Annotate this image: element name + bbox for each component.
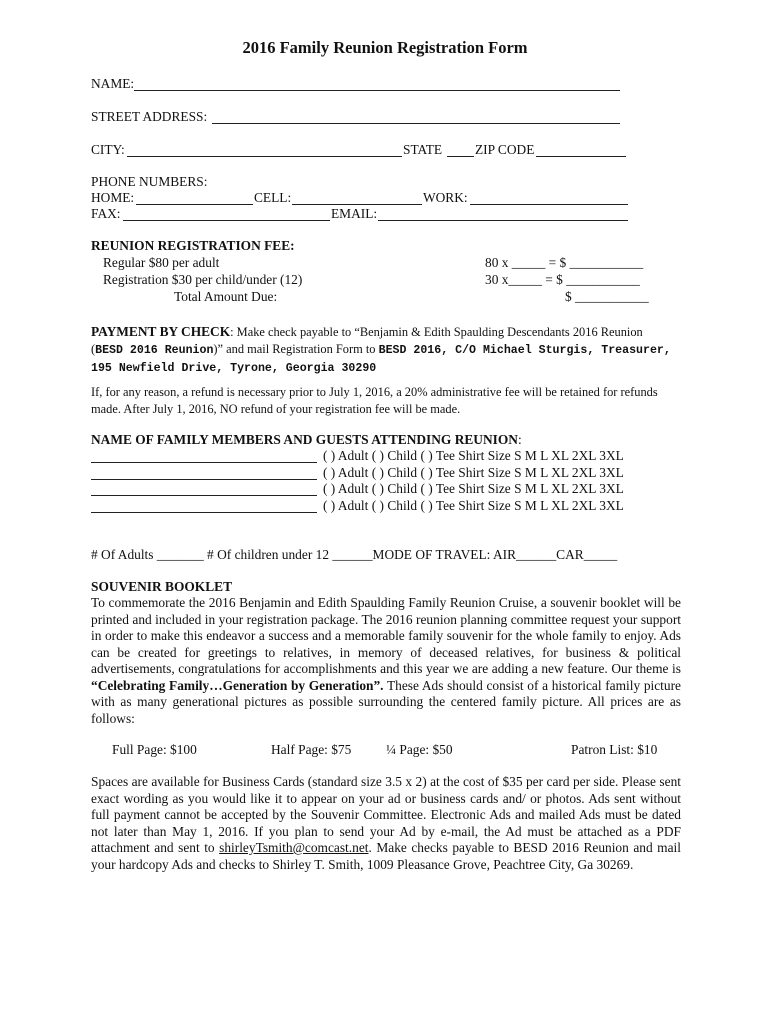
treasurer-address-2: 195 Newfield Drive, Tyrone, Georgia 30290 bbox=[91, 362, 377, 375]
price-quarter-page: ¼ Page: $50 bbox=[386, 742, 453, 757]
souvenir-p2-text-end: . Make checks payable to BESD 2016 Reunion and mail your hardcopy Ads and checks to Shirley T. Smith, 1009 Pleasance Grove, Peachtree City, Ga 30269. bbox=[91, 840, 681, 872]
price-patron-list: Patron List: $10 bbox=[571, 742, 658, 757]
members-heading bbox=[91, 432, 522, 448]
email-label: EMAIL: bbox=[331, 206, 378, 221]
city-field[interactable] bbox=[127, 156, 402, 157]
zip-code-label: ZIP CODE bbox=[475, 142, 535, 157]
refund-policy bbox=[91, 384, 658, 418]
street-address-field[interactable] bbox=[212, 123, 620, 124]
fee-child-calc[interactable]: 30 x_____ = $ ___________ bbox=[485, 272, 640, 287]
home-phone-label: HOME: bbox=[91, 190, 135, 205]
total-due-label: Total Amount Due: bbox=[174, 289, 278, 304]
price-full-page: Full Page: $100 bbox=[112, 742, 197, 757]
payment-paren: ( bbox=[91, 342, 96, 356]
refund-line-2: made. After July 1, 2016, NO refund of your registration fee will be made. bbox=[91, 402, 461, 416]
member-options[interactable]: ( ) Adult ( ) Child ( ) Tee Shirt Size S M L XL 2XL 3XL bbox=[323, 448, 624, 463]
cell-phone-label: CELL: bbox=[254, 190, 292, 205]
souvenir-theme: “Celebrating Family…Generation by Generation”. bbox=[91, 677, 384, 693]
name-field[interactable] bbox=[134, 90, 620, 91]
work-phone-label: WORK: bbox=[423, 190, 468, 205]
fee-adult-label: Regular $80 per adult bbox=[103, 255, 220, 270]
members-heading-colon: : bbox=[517, 432, 522, 447]
home-phone-field[interactable] bbox=[136, 204, 253, 205]
member-options[interactable]: ( ) Adult ( ) Child ( ) Tee Shirt Size S M L XL 2XL 3XL bbox=[323, 465, 624, 480]
payment-text-1: : Make check payable to “Benjamin & Edith Spaulding Descendants 2016 Reunion bbox=[230, 325, 643, 339]
payment-text-2: )” and mail Registration Form to bbox=[213, 342, 379, 356]
state-label: STATE bbox=[403, 142, 443, 157]
refund-line-1: If, for any reason, a refund is necessary prior to July 1, 2016, a 20% administrative fee will be retained for refunds bbox=[91, 385, 658, 399]
souvenir-p2-text: Spaces are available for Business Cards (standard size 3.5 x 2) at the cost of $35 per card per side. Please sent exact wording as you would like it to appear on your ad or business cards and/ or photos. Ads sent without full payment cannot be accepted by the Souvenir Committee. Electronic Ads and mailed Ads must be dated not later than May 1, 2016. If you plan to send your Ad by e-mail, the Ad must be attached as a PDF attachment and sent to bbox=[91, 774, 681, 855]
price-half-page: Half Page: $75 bbox=[271, 742, 352, 757]
email-field[interactable] bbox=[378, 220, 628, 221]
member-options[interactable]: ( ) Adult ( ) Child ( ) Tee Shirt Size S M L XL 2XL 3XL bbox=[323, 498, 624, 513]
registration-fee-heading: REUNION REGISTRATION FEE: bbox=[91, 238, 295, 253]
besd-reunion-name: BESD 2016 Reunion bbox=[95, 344, 214, 357]
street-address-label: STREET ADDRESS: bbox=[91, 109, 208, 124]
souvenir-paragraph-1 bbox=[91, 595, 681, 727]
souvenir-paragraph-2 bbox=[91, 774, 681, 873]
fee-child-label: Registration $30 per child/under (12) bbox=[103, 272, 303, 287]
treasurer-address-1: BESD 2016, C/O Michael Sturgis, Treasurer, bbox=[378, 344, 671, 357]
work-phone-field[interactable] bbox=[470, 204, 628, 205]
souvenir-heading: SOUVENIR BOOKLET bbox=[91, 579, 233, 594]
member-name-field[interactable] bbox=[91, 512, 317, 513]
page-title: 2016 Family Reunion Registration Form bbox=[242, 38, 528, 57]
souvenir-p1-text-end: These Ads should consist of a historical family picture with as many generational pictures as possible surrounding the centered family picture. All prices are as follows: bbox=[91, 677, 681, 726]
name-label: NAME: bbox=[91, 76, 135, 91]
city-label: CITY: bbox=[91, 142, 125, 157]
cell-phone-field[interactable] bbox=[292, 204, 422, 205]
payment-instructions bbox=[91, 323, 671, 377]
fee-adult-calc[interactable]: 80 x _____ = $ ___________ bbox=[485, 255, 644, 270]
state-field[interactable] bbox=[447, 156, 474, 157]
payment-label: PAYMENT BY CHECK bbox=[91, 324, 231, 339]
member-name-field[interactable] bbox=[91, 495, 317, 496]
total-due-calc[interactable]: $ ___________ bbox=[565, 289, 649, 304]
email-link[interactable]: shirleyTsmith@comcast.net bbox=[219, 840, 369, 855]
fax-label: FAX: bbox=[91, 206, 121, 221]
attendance-counts[interactable]: # Of Adults _______ # Of children under 12 ______MODE OF TRAVEL: AIR______CAR_____ bbox=[91, 547, 618, 562]
fax-field[interactable] bbox=[123, 220, 330, 221]
member-options[interactable]: ( ) Adult ( ) Child ( ) Tee Shirt Size S M L XL 2XL 3XL bbox=[323, 481, 624, 496]
members-heading-text: NAME OF FAMILY MEMBERS AND GUESTS ATTENDING REUNION bbox=[91, 432, 518, 447]
member-name-field[interactable] bbox=[91, 462, 317, 463]
phone-numbers-label: PHONE NUMBERS: bbox=[91, 174, 208, 189]
zip-code-field[interactable] bbox=[536, 156, 626, 157]
member-name-field[interactable] bbox=[91, 479, 317, 480]
souvenir-p1-text: To commemorate the 2016 Benjamin and Edith Spaulding Family Reunion Cruise, a souvenir booklet will be printed and included in your registration package. The 2016 reunion planning committee request your support in order to make this endeavor a success and a memorable family souvenir for the whole family to enjoy. Ads can be created for greetings to relatives, in memory of deceased relatives, for business & political advertisements, congratulations for accomplishments and this year we are adding a new feature. Our theme is bbox=[91, 595, 681, 676]
